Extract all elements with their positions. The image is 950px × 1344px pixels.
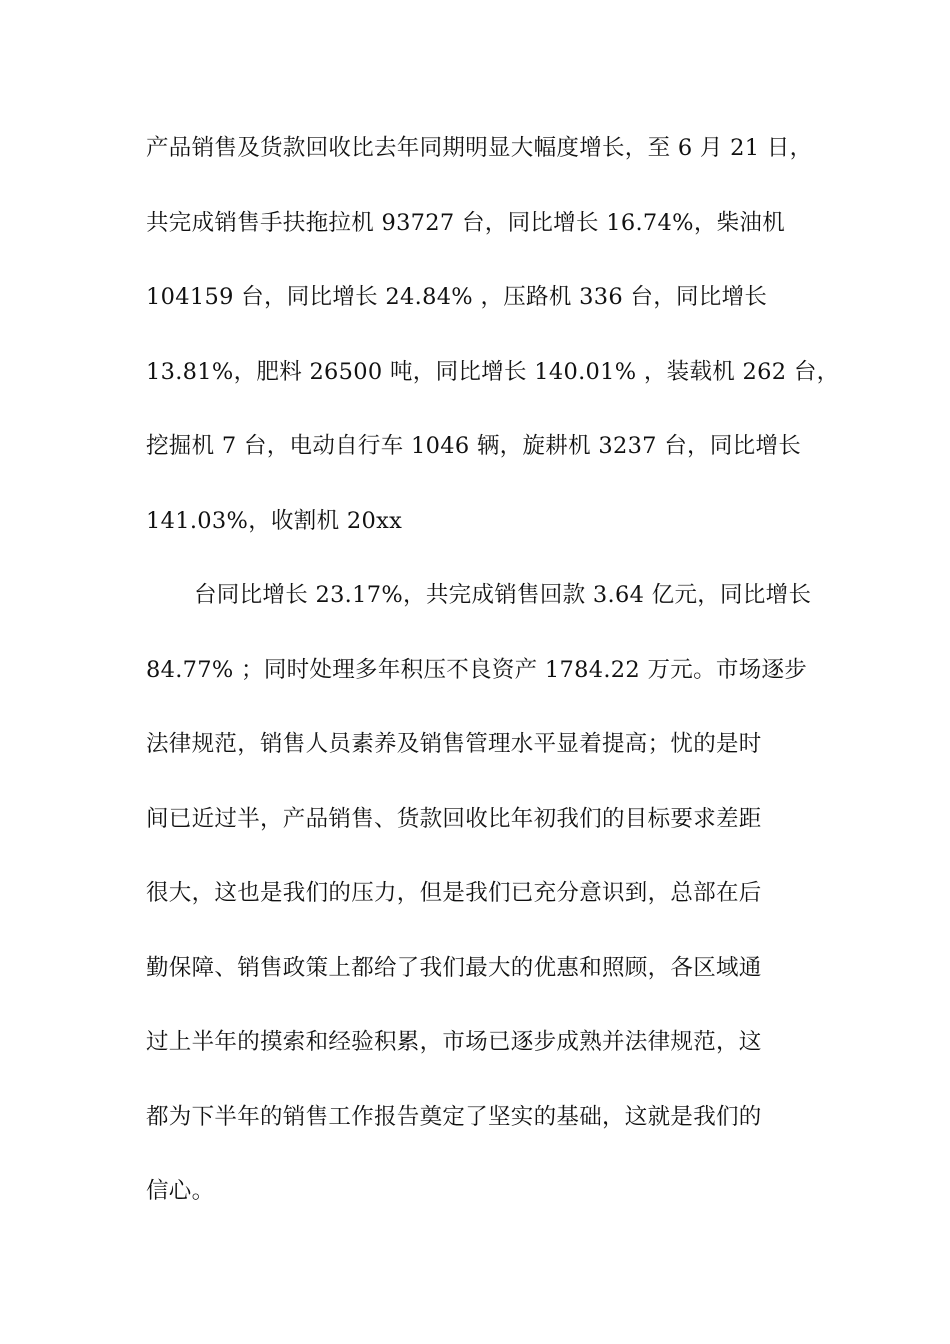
text-line: 很大，这也是我们的压力，但是我们已充分意识到，总部在后	[146, 880, 762, 906]
text-line: 勤保障、销售政策上都给了我们最大的优惠和照顾，各区域通	[146, 954, 762, 981]
text-line: 13.81%，肥料 26500 吨，同比增长 140.01% ，装载机 262 台，	[146, 358, 840, 385]
text-line: 间已近过半，产品销售、货款回收比年初我们的目标要求差距	[146, 805, 762, 832]
text-line: 都为下半年的销售工作报告奠定了坚实的基础，这就是我们的	[146, 1103, 762, 1130]
text-line: 法律规范，销售人员素养及销售管理水平显着提高；忧的是时	[146, 731, 762, 757]
text-line: 产品销售及货款回收比去年同期明显大幅度增长，至 6 月 21 日，	[146, 135, 813, 161]
body-text	[146, 126, 840, 1244]
text-line: 信心。	[146, 1178, 215, 1204]
text-line: 过上半年的摸索和经验积累，市场已逐步成熟并法律规范，这	[146, 1029, 762, 1055]
text-line: 141.03%，收割机 20xx	[146, 507, 403, 534]
text-line: 84.77% ；同时处理多年积压不良资产 1784.22 万元。市场逐步	[146, 656, 808, 683]
text-line: 共完成销售手扶拖拉机 93727 台，同比增长 16.74%，柴油机	[146, 209, 786, 236]
text-line: 104159 台，同比增长 24.84% ，压路机 336 台，同比增长	[146, 284, 768, 310]
paragraph-start-line: 台同比增长 23.17%，共完成销售回款 3.64 亿元，同比增长	[194, 582, 812, 608]
text-line: 挖掘机 7 台，电动自行车 1046 辆，旋耕机 3237 台，同比增长	[146, 433, 802, 459]
